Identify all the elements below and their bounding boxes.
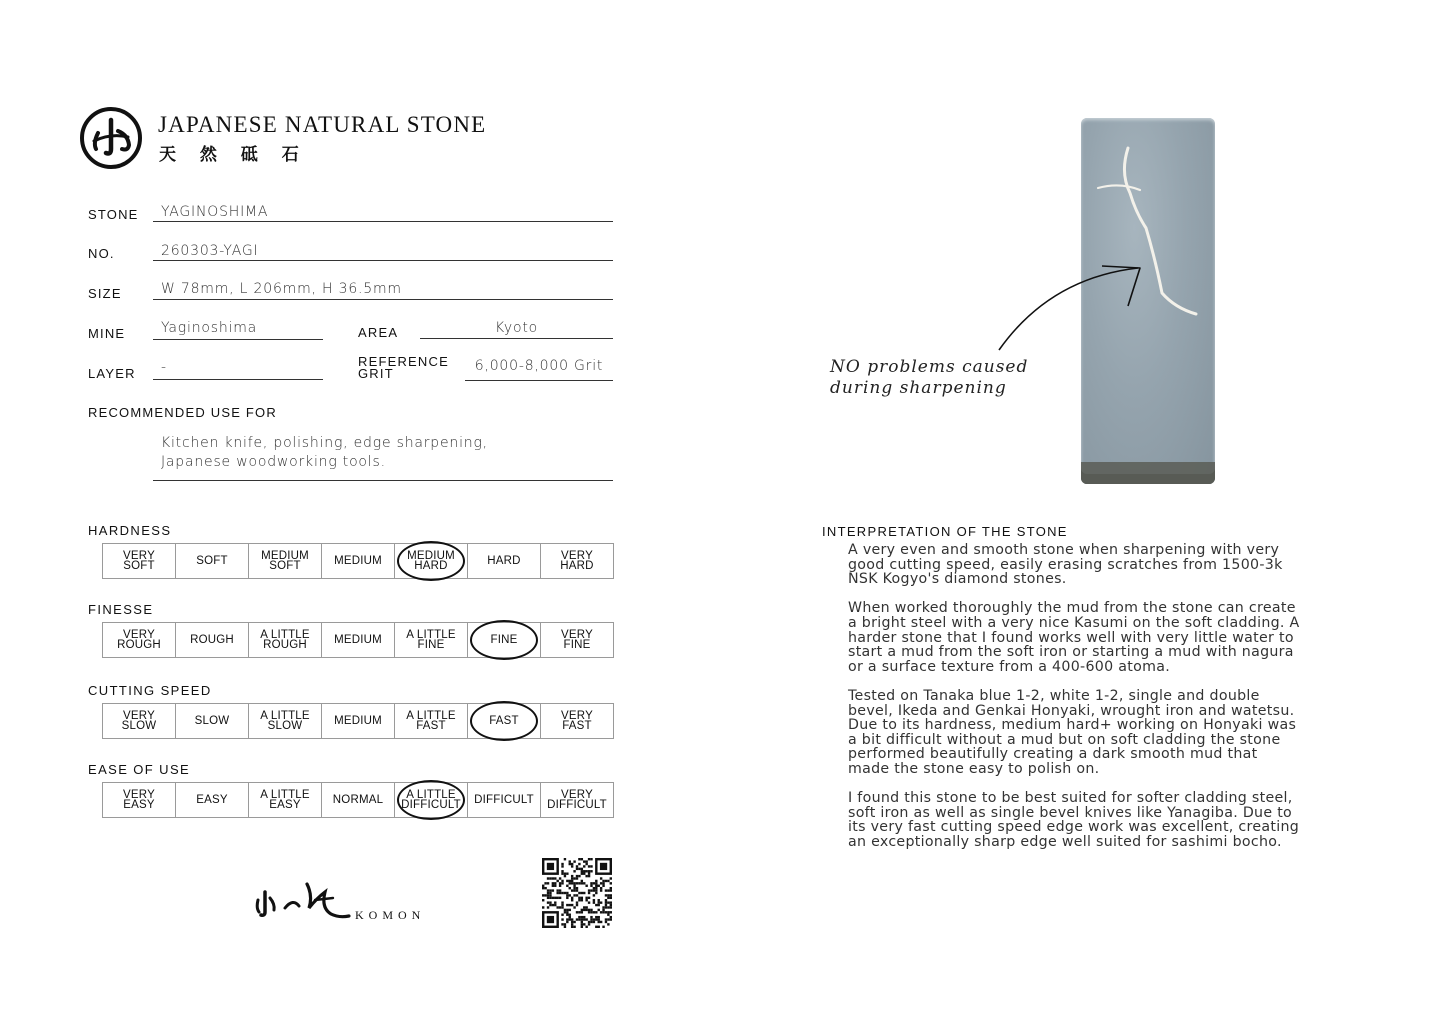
sharpening-annotation-line2: during sharpening — [830, 378, 1007, 398]
rating-option — [103, 783, 176, 817]
rating-option-label: A LITTLE — [406, 789, 456, 801]
stone-label: STONE — [88, 207, 139, 222]
area-value: Kyoto — [494, 320, 539, 336]
rating-option-label: VERY — [123, 629, 155, 641]
rating-option-label: SOFT — [123, 560, 155, 572]
reference-grit-label — [358, 356, 449, 380]
recommended-use-line2: Japanese woodworking tools. — [161, 454, 386, 470]
rating-option-label: A LITTLE — [260, 789, 310, 801]
rating-option-label: MEDIUM — [334, 715, 382, 727]
rating-title: HARDNESS — [88, 523, 172, 538]
rating-option-label: DIFFICULT — [547, 799, 607, 811]
qr-code-icon[interactable] — [542, 858, 612, 928]
rating-option-selected — [395, 544, 468, 578]
rating-option — [249, 783, 322, 817]
rating-option — [176, 704, 249, 738]
size-label: SIZE — [88, 286, 122, 301]
rating-option — [249, 544, 322, 578]
number-value: 260303-YAGI — [161, 243, 259, 259]
rating-title: EASE OF USE — [88, 762, 191, 777]
rating-option — [541, 623, 613, 657]
rating-option — [176, 783, 249, 817]
rating-option-label: A LITTLE — [406, 710, 456, 722]
rating-option-label: ROUGH — [117, 639, 161, 651]
rating-option-label: FINE — [417, 639, 445, 651]
komon-footer-logo — [255, 878, 435, 926]
rating-option-selected — [468, 704, 541, 738]
rating-option-label: SLOW — [194, 715, 230, 727]
interpretation-paragraph: A very even and smooth stone when sharpening with very good cutting speed, easily erasing scratches from 1500-3k NSK Kogyo's diamond stones. — [848, 542, 1283, 588]
brand-title: JAPANESE NATURAL STONE — [158, 112, 487, 137]
interpretation-title: INTERPRETATION OF THE STONE — [822, 524, 1068, 539]
rating-option-label: VERY — [123, 789, 155, 801]
rating-option-label: VERY — [561, 710, 593, 722]
number-underline — [153, 260, 613, 261]
mine-label: MINE — [88, 326, 126, 341]
mine-value: Yaginoshima — [161, 320, 258, 336]
rating-option-label: A LITTLE — [260, 710, 310, 722]
rating-option — [249, 704, 322, 738]
rating-option-label: DIFFICULT — [401, 799, 461, 811]
rating-option-label: A LITTLE — [406, 629, 456, 641]
rating-option-label: ROUGH — [263, 639, 307, 651]
size-underline — [153, 299, 613, 300]
brand-subtitle-japanese: 天 然 砥 石 — [159, 145, 308, 165]
grit-value: 6,000-8,000 Grit — [474, 358, 604, 374]
rating-option-selected — [468, 623, 541, 657]
rating-option-label: DIFFICULT — [474, 794, 534, 806]
rating-scale — [102, 543, 614, 579]
rating-option-label: SOFT — [269, 560, 301, 572]
rating-scale — [102, 703, 614, 739]
rating-option — [468, 544, 541, 578]
rating-option-label: HARD — [560, 560, 594, 572]
rating-option-label: VERY — [561, 629, 593, 641]
grit-underline — [465, 380, 613, 381]
recommended-underline — [153, 480, 613, 481]
rating-option-label: MEDIUM — [334, 634, 382, 646]
interpretation-text — [848, 543, 1338, 864]
recommended-use-line1: Kitchen knife, polishing, edge sharpening, — [161, 435, 488, 451]
rating-option — [103, 704, 176, 738]
rating-option — [103, 544, 176, 578]
interpretation-paragraph: I found this stone to be best suited for softer cladding steel, soft iron as well as single bevel knives like Yanagiba. Due to its very fast cutting speed edge work was excellent, creating an exceptionally sharp edge well suited for sashimi bocho. — [848, 790, 1300, 850]
rating-title: FINESSE — [88, 602, 154, 617]
rating-option-label: VERY — [123, 550, 155, 562]
interpretation-paragraph: When worked thoroughly the mud from the stone can create a bright steel with a very nice Kasumi on the soft cladding. A harder stone that I found works well with very little water to start a mud from the soft iron or starting a mud with nagura or a surface texture from a 400-600 atoma. — [848, 600, 1300, 675]
rating-option — [395, 623, 468, 657]
sharpening-annotation-line1: NO problems caused — [830, 357, 1029, 377]
rating-option-label: FINE — [490, 634, 518, 646]
rating-option-label: VERY — [123, 710, 155, 722]
rating-option — [541, 783, 613, 817]
komon-circle-logo-icon — [80, 107, 142, 169]
interpretation-paragraph: Tested on Tanaka blue 1-2, white 1-2, single and double bevel, Ikeda and Genkai Honyaki, wrought iron and watetsu. Due to its hardness, medium hard+ working on Honyaki was a bit difficult without a mud but on soft cladding the stone performed beautifully creating a dark smooth mud that made the stone easy to polish on. — [848, 687, 1297, 777]
komon-calligraphy-icon — [255, 878, 355, 926]
rating-option — [176, 623, 249, 657]
rating-option-label: A LITTLE — [260, 629, 310, 641]
rating-option-label: FINE — [563, 639, 591, 651]
reference-grit-label-line2: GRIT — [358, 366, 394, 381]
mine-underline — [153, 339, 323, 340]
area-label: AREA — [358, 325, 399, 340]
rating-option-label: MEDIUM — [407, 550, 455, 562]
rating-scale — [102, 622, 614, 658]
rating-option-label: VERY — [561, 550, 593, 562]
layer-label: LAYER — [88, 366, 136, 381]
rating-option-label: SLOW — [121, 720, 157, 732]
rating-option-label: HARD — [414, 560, 448, 572]
rating-option-label: SLOW — [267, 720, 303, 732]
rating-option-label: HARD — [487, 555, 521, 567]
rating-option-selected — [395, 783, 468, 817]
recommended-use-label: RECOMMENDED USE FOR — [88, 405, 277, 420]
rating-option — [103, 623, 176, 657]
layer-value: - — [161, 359, 167, 375]
rating-option — [176, 544, 249, 578]
rating-option — [541, 544, 613, 578]
rating-option — [322, 704, 395, 738]
rating-option — [468, 783, 541, 817]
stone-photo-base — [1081, 462, 1215, 484]
rating-option-label: FAST — [562, 720, 592, 732]
layer-underline — [153, 379, 323, 380]
rating-option-label: EASY — [196, 794, 228, 806]
rating-option-label: NORMAL — [332, 794, 384, 806]
rating-option — [249, 623, 322, 657]
stone-underline — [153, 221, 613, 222]
rating-option-label: MEDIUM — [334, 555, 382, 567]
komon-wordmark: KOMON — [355, 908, 426, 922]
reference-grit-label-line1: REFERENCE — [358, 354, 449, 369]
rating-option — [322, 623, 395, 657]
rating-option — [541, 704, 613, 738]
rating-option — [395, 704, 468, 738]
rating-option — [322, 783, 395, 817]
rating-title: CUTTING SPEED — [88, 683, 212, 698]
rating-option-label: FAST — [416, 720, 446, 732]
rating-scale — [102, 782, 614, 818]
rating-option-label: FAST — [489, 715, 519, 727]
area-underline — [420, 338, 613, 339]
size-value: W 78mm, L 206mm, H 36.5mm — [161, 281, 402, 297]
rating-option-label: EASY — [269, 799, 301, 811]
rating-option-label: MEDIUM — [261, 550, 309, 562]
rating-option-label: SOFT — [196, 555, 228, 567]
sharpening-annotation — [830, 357, 1028, 399]
number-label: NO. — [88, 246, 115, 261]
stone-value: YAGINOSHIMA — [161, 204, 269, 220]
rating-option-label: VERY — [561, 789, 593, 801]
rating-option — [322, 544, 395, 578]
rating-option-label: ROUGH — [190, 634, 234, 646]
stone-vein-and-arrow-icon — [990, 118, 1220, 368]
rating-option-label: EASY — [123, 799, 155, 811]
